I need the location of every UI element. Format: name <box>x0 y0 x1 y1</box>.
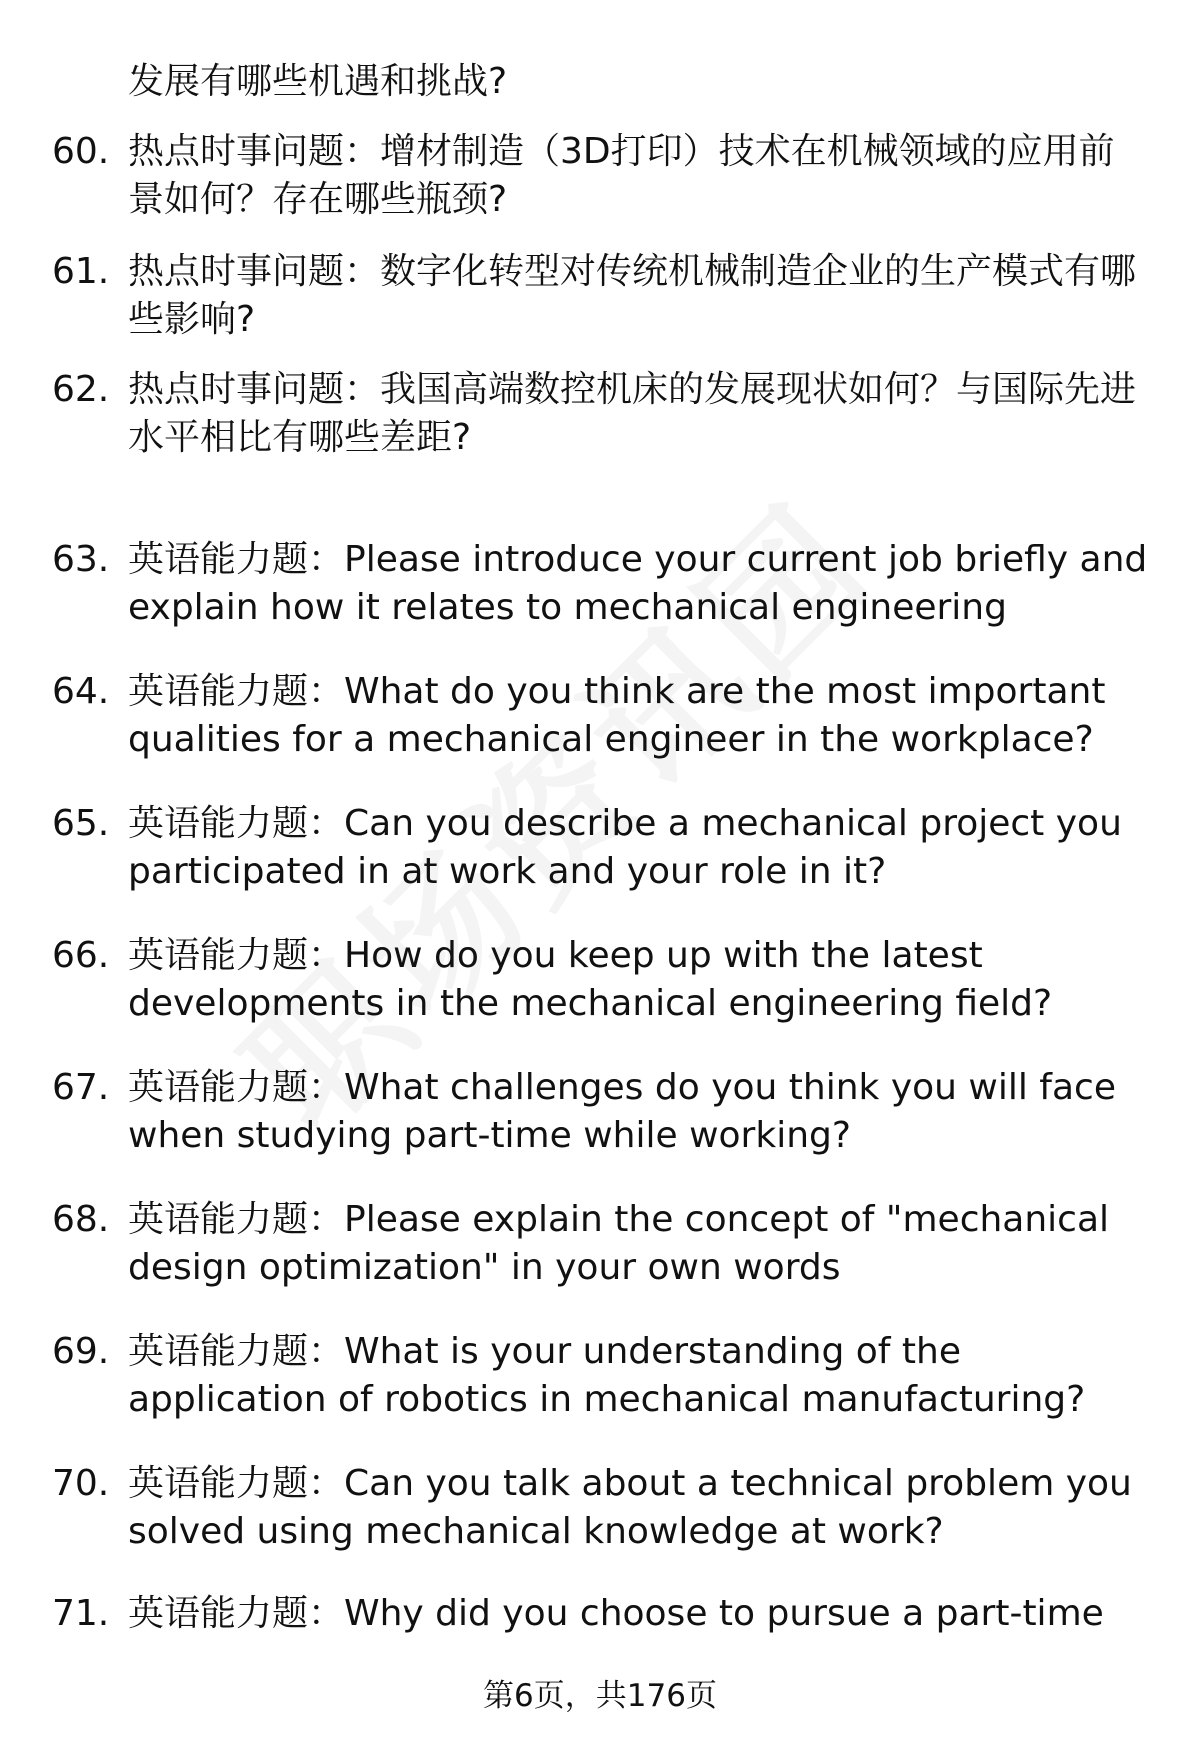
question-number: 70. <box>52 1463 110 1504</box>
page-footer: 第6页，共176页 <box>483 1678 717 1714</box>
question-number: 69. <box>52 1331 110 1372</box>
question-text: 英语能力题：How do you keep up with the latest developments in the mechanical engineering field? <box>128 935 1053 1024</box>
question-text: 英语能力题：What is your understanding of the application of robotics in mechanical manufacturing? <box>128 1331 1086 1420</box>
question-text: 英语能力题：Please introduce your current job briefly and explain how it relates to mechanical engineering <box>128 539 1148 628</box>
question-text: 热点时事问题：我国高端数控机床的发展现状如何？与国际先进水平相比有哪些差距? <box>128 369 1137 458</box>
question-number: 67. <box>52 1067 110 1108</box>
question-text: 发展有哪些机遇和挑战? <box>128 61 508 102</box>
question-number: 60. <box>52 131 110 172</box>
question-number: 63. <box>52 539 110 580</box>
question-text: 英语能力题：What do you think are the most important qualities for a mechanical engineer in the workplace? <box>128 671 1106 760</box>
question-text: 英语能力题：Can you talk about a technical problem you solved using mechanical knowledge at work? <box>128 1463 1132 1552</box>
question-text: 英语能力题：Can you describe a mechanical project you participated in at work and your role in it? <box>128 803 1122 892</box>
question-text: 热点时事问题：数字化转型对传统机械制造企业的生产模式有哪些影响? <box>128 251 1137 340</box>
question-text: 热点时事问题：增材制造（3D打印）技术在机械领域的应用前景如何？存在哪些瓶颈? <box>128 131 1115 220</box>
question-number: 65. <box>52 803 110 844</box>
question-text: 英语能力题：Why did you choose to pursue a part-time <box>128 1593 1104 1634</box>
question-number: 71. <box>52 1593 110 1634</box>
question-number: 66. <box>52 935 110 976</box>
question-number: 62. <box>52 369 110 410</box>
question-text: 英语能力题：What challenges do you think you will face when studying part-time while working? <box>128 1067 1116 1156</box>
question-number: 64. <box>52 671 110 712</box>
question-text: 英语能力题：Please explain the concept of "mechanical design optimization" in your own words <box>128 1199 1110 1288</box>
question-number: 68. <box>52 1199 110 1240</box>
question-number: 61. <box>52 251 110 292</box>
